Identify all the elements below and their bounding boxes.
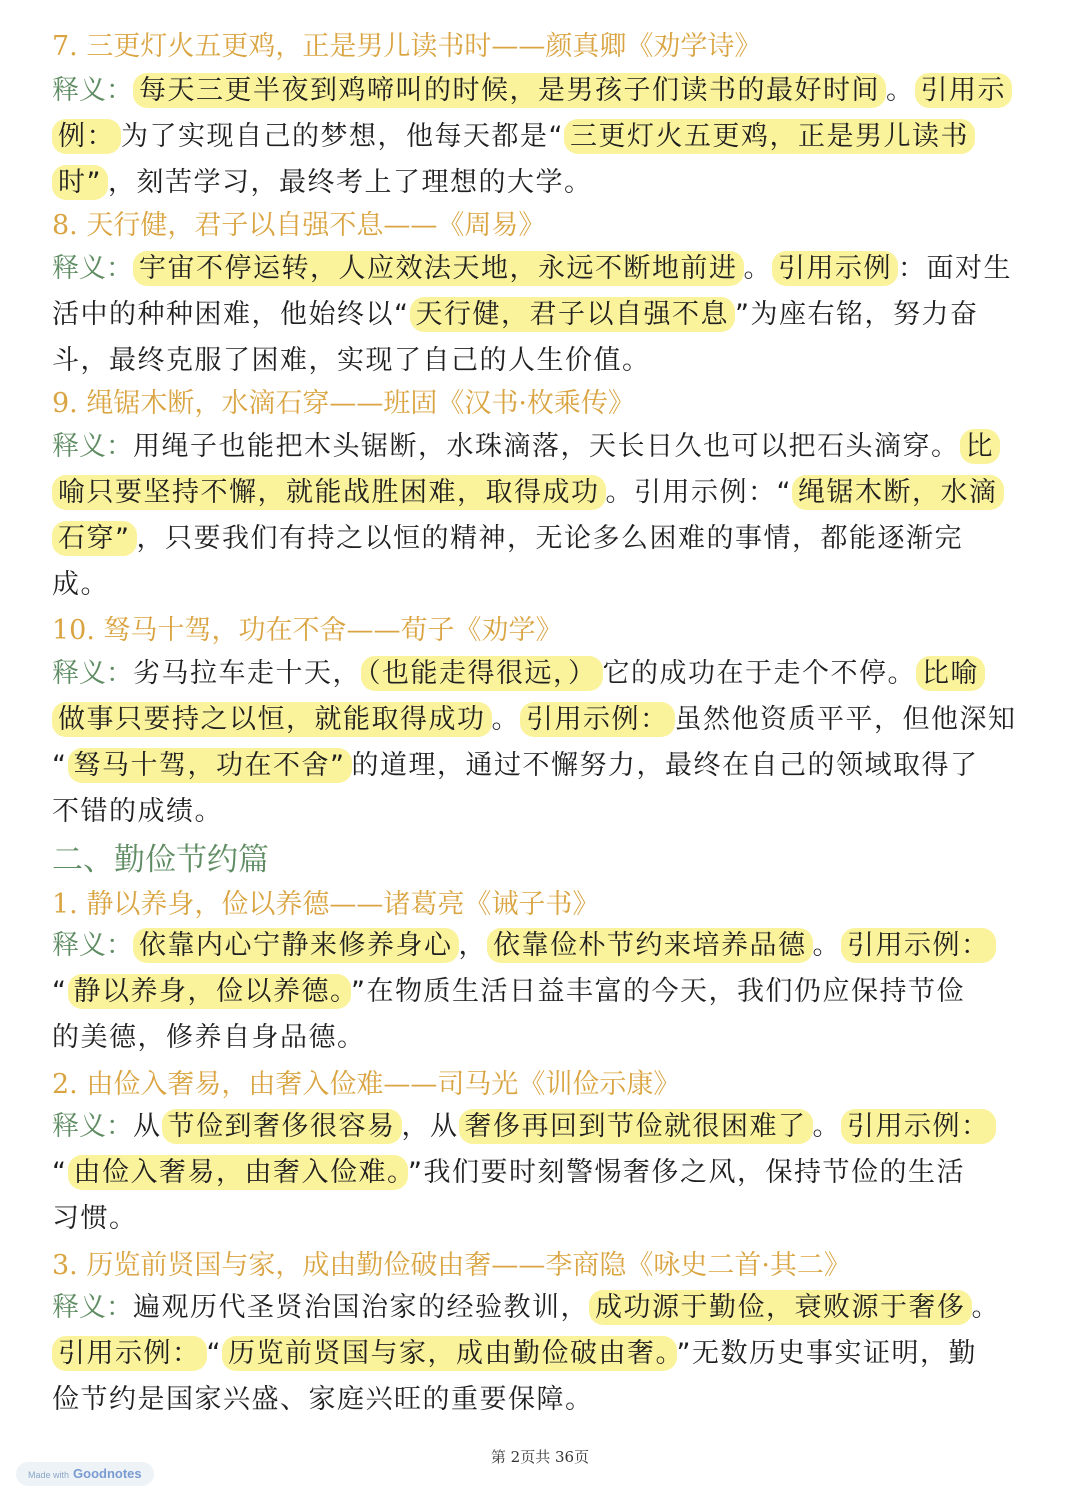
highlighted-text: 三更灯火五更鸡，正是男儿读书 bbox=[564, 119, 975, 154]
highlighted-text: 引用示例 bbox=[772, 251, 898, 286]
definition-label: 释义： bbox=[52, 253, 133, 284]
highlighted-text: 时” bbox=[52, 165, 108, 200]
handwritten-line bbox=[52, 651, 1042, 697]
section-heading bbox=[52, 838, 1042, 882]
text-segment: 不错的成绩。 bbox=[52, 796, 223, 827]
text-segment: ”无数历史事实证明，勤 bbox=[676, 1338, 977, 1369]
handwritten-line bbox=[52, 1015, 1042, 1061]
text-segment: 它的成功在于走个不停。 bbox=[602, 658, 916, 689]
highlighted-text: 石穿” bbox=[52, 521, 137, 556]
text-segment: 虽然他资质平平，但他深知 bbox=[674, 704, 1017, 735]
text-segment: 8. 天行健，君子以自强不息——《周易》 bbox=[52, 210, 546, 241]
highlighted-text: 喻只要坚持不懈，就能战胜困难，取得成功 bbox=[52, 475, 606, 510]
definition-label: 释义： bbox=[52, 431, 133, 462]
highlighted-text: 引用示例： bbox=[841, 928, 996, 963]
text-segment: 的道理，通过不懈努力，最终在自己的领域取得了 bbox=[351, 750, 979, 781]
handwritten-line bbox=[52, 1331, 1042, 1377]
text-segment: 9. 绳锯木断，水滴石穿——班固《汉书·枚乘传》 bbox=[52, 388, 635, 419]
text-segment: 1. 静以养身，俭以养德——诸葛亮《诫子书》 bbox=[52, 889, 600, 920]
text-segment: ”在物质生活日益丰富的今天，我们仍应保持节俭 bbox=[351, 976, 965, 1007]
text-segment: ，刻苦学习，最终考上了理想的大学。 bbox=[108, 167, 593, 198]
text-segment: ”我们要时刻警惕奢侈之风，保持节俭的生活 bbox=[408, 1157, 965, 1188]
page-number: 第 2页共 36页 bbox=[490, 1448, 590, 1466]
highlighted-text: 做事只要持之以恒，就能取得成功 bbox=[52, 702, 492, 737]
handwritten-line bbox=[52, 160, 1042, 206]
text-segment: ：面对生 bbox=[898, 253, 1012, 284]
text-segment: 3. 历览前贤国与家，成由勤俭破由奢——李商隐《咏史二首·其二》 bbox=[52, 1250, 851, 1281]
entry-title bbox=[52, 383, 1042, 425]
handwritten-line bbox=[52, 1104, 1042, 1150]
entry-title bbox=[52, 26, 1042, 68]
text-segment: “ bbox=[52, 976, 68, 1007]
text-segment: 10. 驽马十驾，功在不舍——荀子《劝学》 bbox=[52, 615, 563, 646]
text-segment: 劣马拉车走十天， bbox=[133, 658, 361, 689]
highlighted-text: 比 bbox=[960, 429, 1001, 464]
text-segment: 斗，最终克服了困难，实现了自己的人生价值。 bbox=[52, 345, 651, 376]
highlighted-text: 引用示例： bbox=[52, 1336, 207, 1371]
handwritten-line bbox=[52, 1285, 1042, 1331]
handwritten-line bbox=[52, 516, 1042, 562]
handwritten-line bbox=[52, 923, 1042, 969]
highlighted-text: 引用示 bbox=[915, 73, 1013, 108]
highlighted-text: 依靠俭朴节约来培养品德 bbox=[487, 928, 813, 963]
text-segment: 2. 由俭入奢易，由奢入俭难——司马光《训俭示康》 bbox=[52, 1069, 681, 1100]
definition-label: 释义： bbox=[52, 75, 133, 106]
text-segment: 成。 bbox=[52, 569, 109, 600]
text-segment: 遍观历代圣贤治国治家的经验教训， bbox=[133, 1292, 589, 1323]
entry-title bbox=[52, 1245, 1042, 1287]
badge-brand: Goodnotes bbox=[73, 1466, 142, 1481]
entry-title bbox=[52, 610, 1042, 652]
text-segment: “ bbox=[52, 750, 68, 781]
highlighted-text: 节俭到奢侈很容易 bbox=[162, 1109, 402, 1144]
highlighted-text: 引用示例： bbox=[841, 1109, 996, 1144]
highlighted-text: 由俭入奢易，由奢入俭难。 bbox=[68, 1155, 409, 1190]
handwritten-line bbox=[52, 292, 1042, 338]
highlighted-text: 例： bbox=[52, 119, 121, 154]
text-segment: “ bbox=[206, 1338, 222, 1369]
text-segment: 。 bbox=[743, 253, 772, 284]
handwritten-line bbox=[52, 470, 1042, 516]
highlighted-text: 依靠内心宁静来修养身心 bbox=[133, 928, 459, 963]
text-segment: 7. 三更灯火五更鸡，正是男儿读书时——颜真卿《劝学诗》 bbox=[52, 31, 762, 62]
handwritten-line bbox=[52, 969, 1042, 1015]
handwritten-line bbox=[52, 743, 1042, 789]
badge-made-with: Made with bbox=[28, 1470, 70, 1480]
highlighted-text: 比喻 bbox=[916, 656, 985, 691]
text-segment: 习惯。 bbox=[52, 1203, 138, 1234]
highlighted-text: （也能走得很远，） bbox=[361, 656, 603, 691]
highlighted-text: 成功源于勤俭，衰败源于奢侈 bbox=[589, 1290, 972, 1325]
handwritten-line bbox=[52, 424, 1042, 470]
text-segment: 俭节约是国家兴盛、家庭兴旺的重要保障。 bbox=[52, 1384, 594, 1415]
entry-title bbox=[52, 884, 1042, 926]
highlighted-text: 奢侈再回到节俭就很困难了 bbox=[459, 1109, 813, 1144]
goodnotes-badge[interactable] bbox=[16, 1462, 154, 1486]
definition-label: 释义： bbox=[52, 658, 133, 689]
highlighted-text: 历览前贤国与家，成由勤俭破由奢。 bbox=[222, 1336, 677, 1371]
highlighted-text: 驽马十驾，功在不舍” bbox=[68, 748, 352, 783]
text-segment: 用绳子也能把木头锯断，水珠滴落，天长日久也可以把石头滴穿。 bbox=[133, 431, 960, 462]
text-segment: “ bbox=[52, 1157, 68, 1188]
handwritten-line bbox=[52, 1150, 1042, 1196]
highlighted-text: 引用示例： bbox=[520, 702, 675, 737]
highlighted-text: 绳锯木断，水滴 bbox=[792, 475, 1004, 510]
handwritten-line bbox=[52, 68, 1042, 114]
text-segment: 。 bbox=[491, 704, 520, 735]
highlighted-text: 静以养身，俭以养德。 bbox=[68, 974, 352, 1009]
text-segment: 为了实现自己的梦想，他每天都是“ bbox=[121, 121, 564, 152]
text-segment: 二、勤俭节约篇 bbox=[52, 842, 269, 878]
handwritten-line bbox=[52, 789, 1042, 835]
text-segment: 引用示例：“ bbox=[634, 477, 792, 508]
handwritten-line bbox=[52, 338, 1042, 384]
text-segment: ， bbox=[458, 930, 487, 961]
handwritten-line bbox=[52, 1377, 1042, 1423]
text-segment: ”为座右铭，努力奋 bbox=[735, 299, 979, 330]
entry-title bbox=[52, 205, 1042, 247]
handwritten-line bbox=[52, 1196, 1042, 1242]
definition-label: 释义： bbox=[52, 1292, 133, 1323]
handwritten-line bbox=[52, 246, 1042, 292]
text-segment: 活中的种种困难，他始终以“ bbox=[52, 299, 410, 330]
text-segment: 。 bbox=[812, 930, 841, 961]
definition-label: 释义： bbox=[52, 930, 133, 961]
text-segment: 的美德，修养自身品德。 bbox=[52, 1022, 366, 1053]
highlighted-text: 宇宙不停运转，人应效法天地，永远不断地前进 bbox=[133, 251, 744, 286]
highlighted-text: 天行健，君子以自强不息 bbox=[410, 297, 736, 332]
text-segment: 。 bbox=[886, 75, 915, 106]
entry-title bbox=[52, 1064, 1042, 1106]
handwritten-line bbox=[52, 562, 1042, 608]
highlighted-text: 每天三更半夜到鸡啼叫的时候，是男孩子们读书的最好时间 bbox=[133, 73, 886, 108]
handwritten-line bbox=[52, 114, 1042, 160]
text-segment: ，从 bbox=[401, 1111, 459, 1142]
definition-label: 释义： bbox=[52, 1111, 133, 1142]
text-segment: ，只要我们有持之以恒的精神，无论多么困难的事情，都能逐渐完 bbox=[136, 523, 963, 554]
text-segment: 。 bbox=[971, 1292, 1000, 1323]
text-segment: 。 bbox=[812, 1111, 841, 1142]
handwritten-line bbox=[52, 697, 1042, 743]
text-segment: 从 bbox=[133, 1111, 162, 1142]
text-segment: 。 bbox=[605, 477, 634, 508]
